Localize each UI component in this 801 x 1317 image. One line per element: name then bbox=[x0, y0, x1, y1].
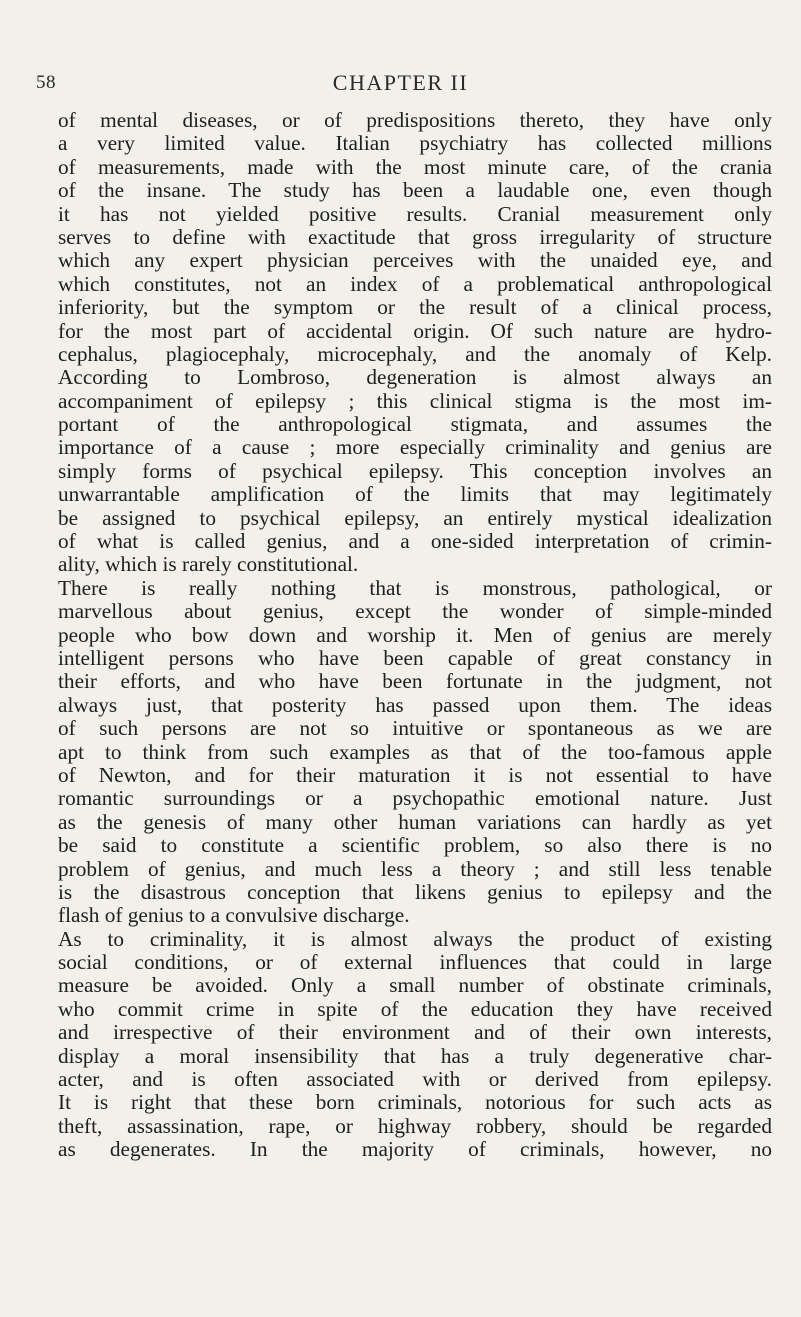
text-line: be assigned to psychical epilepsy, an entirely mystical idealization bbox=[58, 505, 772, 530]
text-line: is the disastrous conception that likens genius to epilepsy and the bbox=[58, 879, 772, 904]
text-line: measure be avoided. Only a small number of obstinate criminals, bbox=[58, 973, 772, 998]
text-line: accompaniment of epilepsy ; this clinical stigma is the most im- bbox=[58, 388, 772, 413]
text-line: simply forms of psychical epilepsy. This conception involves an bbox=[58, 458, 772, 483]
text-line: intelligent persons who have been capable of great constancy in bbox=[58, 645, 772, 670]
text-line: people who bow down and worship it. Men of genius are merely bbox=[58, 622, 772, 647]
text-line: theft, assassination, rape, or highway robbery, should be regarded bbox=[58, 1113, 772, 1138]
text-line: and irrespective of their environment and of their own interests, bbox=[58, 1020, 772, 1045]
text-line: as degenerates. In the majority of criminals, however, no bbox=[58, 1137, 772, 1162]
text-line: acter, and is often associated with or derived from epilepsy. bbox=[58, 1067, 772, 1092]
text-line: serves to define with exactitude that gross irregularity of structure bbox=[58, 224, 772, 249]
text-line: always just, that posterity has passed upon them. The ideas bbox=[58, 692, 772, 717]
page-header bbox=[0, 68, 801, 98]
text-line: of the insane. The study has been a laudable one, even though bbox=[58, 178, 772, 203]
text-line: as the genesis of many other human variations can hardly as yet bbox=[58, 809, 772, 834]
text-line: which any expert physician perceives with the unaided eye, and bbox=[58, 248, 772, 273]
text-line: marvellous about genius, except the wonder of simple-minded bbox=[58, 599, 772, 624]
text-line: which constitutes, not an index of a problematical anthropological bbox=[58, 271, 772, 296]
text-line: importance of a cause ; more especially criminality and genius are bbox=[58, 435, 772, 460]
text-line: who commit crime in spite of the education they have received bbox=[58, 996, 772, 1021]
text-line: As to criminality, it is almost always the product of existing bbox=[58, 926, 772, 951]
text-line: portant of the anthropological stigmata, and assumes the bbox=[58, 412, 772, 437]
text-line: be said to constitute a scientific problem, so also there is no bbox=[58, 833, 772, 858]
text-line: ality, which is rarely constitutional. bbox=[58, 552, 359, 577]
running-head: CHAPTER II bbox=[332, 70, 469, 95]
text-line: of measurements, made with the most minute care, of the crania bbox=[58, 154, 772, 179]
text-line: problem of genius, and much less a theory ; and still less tenable bbox=[58, 856, 772, 881]
text-line: it has not yielded positive results. Cranial measurement only bbox=[58, 201, 772, 226]
text-line: There is really nothing that is monstrous, pathological, or bbox=[58, 575, 772, 600]
body-text bbox=[58, 109, 772, 1162]
text-line: romantic surroundings or a psychopathic emotional nature. Just bbox=[58, 786, 772, 811]
text-line: apt to think from such examples as that of the too-famous apple bbox=[58, 739, 772, 764]
page-number: 58 bbox=[36, 72, 56, 93]
text-line: According to Lombroso, degeneration is almost always an bbox=[58, 365, 772, 390]
text-line: It is right that these born criminals, notorious for such acts as bbox=[58, 1090, 772, 1115]
text-line: inferiority, but the symptom or the result of a clinical process, bbox=[58, 295, 772, 320]
text-line: of mental diseases, or of predispositions thereto, they have only bbox=[58, 108, 772, 132]
text-line: social conditions, or of external influences that could in large bbox=[58, 950, 772, 975]
text-line: unwarrantable amplification of the limits that may legitimately bbox=[58, 482, 772, 507]
text-line: of such persons are not so intuitive or spontaneous as we are bbox=[58, 716, 772, 741]
text-line: of Newton, and for their maturation it is not essential to have bbox=[58, 762, 772, 787]
text-line: of what is called genius, and a one-sided interpretation of crimin- bbox=[58, 529, 772, 554]
text-line: cephalus, plagiocephaly, microcephaly, and the anomaly of Kelp. bbox=[58, 341, 772, 366]
text-line: their efforts, and who have been fortunate in the judgment, not bbox=[58, 669, 772, 694]
text-line: flash of genius to a convulsive discharge. bbox=[58, 903, 410, 928]
text-line: for the most part of accidental origin. Of such nature are hydro- bbox=[58, 318, 772, 343]
text-line: display a moral insensibility that has a truly degenerative char- bbox=[58, 1043, 772, 1068]
text-line: a very limited value. Italian psychiatry has collected millions bbox=[58, 131, 772, 156]
